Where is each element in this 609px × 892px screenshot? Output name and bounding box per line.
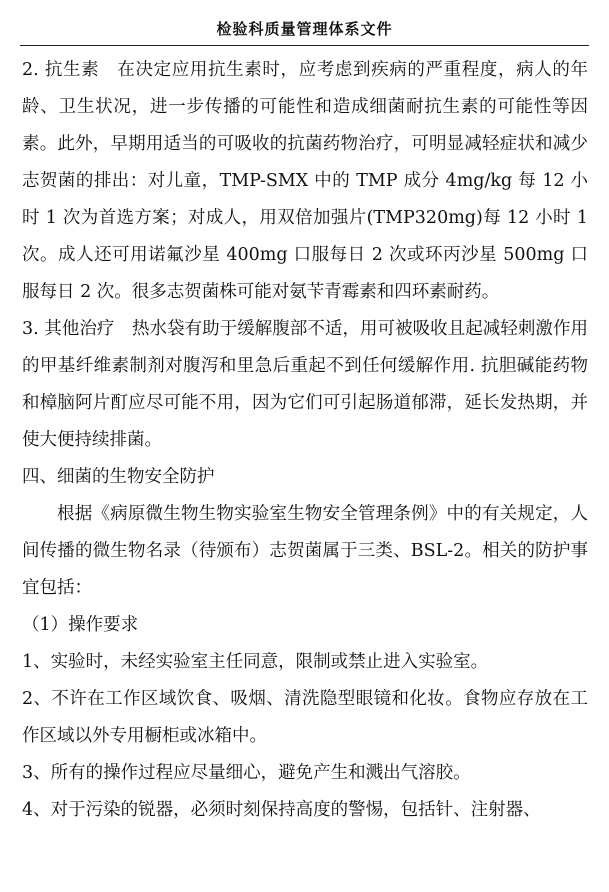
list-item-rule-4: 4、对于污染的锐器，必须时刻保持高度的警惕，包括针、注射器、 xyxy=(22,800,541,820)
paragraph-other-treatment: 3. 其他治疗 热水袋有助于缓解腹部不适，用可被吸收且起减轻刺激作用的甲基纤维素制剂对腹泻和里急后重起不到任何缓解作用. 抗胆碱能药物和樟脑阿片酊应尽可能不用，因为它们可引起肠道郁滞，延长发热期，并使大便持续排菌。 xyxy=(22,319,588,450)
list-item-rule-2: 2、不许在工作区域饮食、吸烟、清洗隐型眼镜和化妆。食物应存放在工作区域以外专用橱柜或冰箱中。 xyxy=(22,689,588,746)
paragraph-regulation: 根据《病原微生物生物实验室生物安全管理条例》中的有关规定，人间传播的微生物名录（待颁布）志贺菌属于三类、BSL-2。相关的防护事宜包括： xyxy=(22,504,588,598)
section-heading: 四、细菌的生物安全防护 xyxy=(22,467,215,487)
list-item-rule-1: 1、实验时，未经实验室主任同意，限制或禁止进入实验室。 xyxy=(22,652,489,672)
document-header: 检验科质量管理体系文件 xyxy=(20,18,589,46)
document-body xyxy=(22,52,588,829)
paragraph-antibiotics: 2. 抗生素 在决定应用抗生素时，应考虑到疾病的严重程度，病人的年龄、卫生状况，进一步传播的可能性和造成细菌耐抗生素的可能性等因素。此外，早期用适当的可吸收的抗菌药物治疗，可明显减轻症状和减少志贺菌的排出：对儿童，TMP-SMX 中的 TMP 成分 4mg/kg 每 12 小时 1 次为首选方案；对成人，用双倍加强片(TMP320mg)每 12 小时 1 次。成人还可用诺氟沙星 400mg 口服每日 2 次或环丙沙星 500mg 口服每日 2 次。很多志贺菌株可能对氨苄青霉素和四环素耐药。 xyxy=(22,60,588,302)
subheading-operation-requirements: （1）操作要求 xyxy=(22,615,139,635)
list-item-rule-3: 3、所有的操作过程应尽量细心，避免产生和溅出气溶胶。 xyxy=(22,763,471,783)
